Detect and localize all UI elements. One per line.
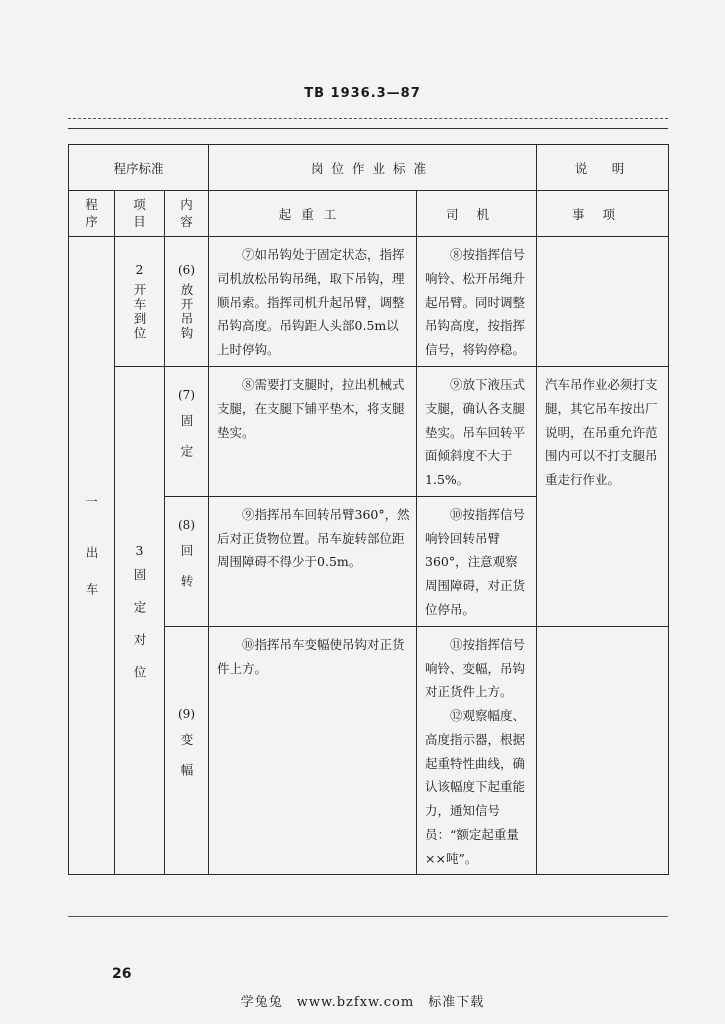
standard-code: TB 1936.3—87 <box>304 86 421 101</box>
rigger-7-text: ⑧需要打支腿时，拉出机械式支腿，在支腿下铺平垫木，将支腿垫实。 <box>209 367 417 497</box>
content-9-name: 变幅 <box>179 733 194 794</box>
rigger-9-text: ⑩指挥吊车变幅使吊钩对正货件上方。 <box>209 626 417 875</box>
content-7-number: (7) <box>178 387 195 402</box>
notes-9-cell <box>537 626 669 875</box>
driver-6-text: ⑧按指挥信号响铃、松开吊绳升起吊臂。同时调整吊钩高度，按指挥信号，将钩停稳。 <box>417 237 537 367</box>
rigger-header: 起重工 <box>209 191 417 237</box>
rigger-8-text: ⑨指挥吊车回转吊臂360°，然后对正货物位置。吊车旋转部位距周围障碍不得少于0.5m。 <box>209 496 417 626</box>
driver-9-text: ⑪按指挥信号响铃、变幅，吊钩对正货件上方。 ⑫观察幅度、高度指示器，根据起重特性曲线，确认该幅度下起重能力，通知信号员：“额定起重量××吨”。 <box>417 626 537 875</box>
content-8-name: 回转 <box>179 543 194 605</box>
content-6-name: 放开吊钩 <box>179 282 194 341</box>
content-9-cell <box>165 626 209 875</box>
content-7-name: 固定 <box>179 413 194 475</box>
post-standard-header: 岗位作业标准 <box>209 145 537 191</box>
content-header: 内容 <box>165 191 209 237</box>
driver-7-text: ⑨放下液压式支腿，确认各支腿垫实。吊车回转平面倾斜度不大于1.5%。 <box>417 367 537 497</box>
driver-8-text: ⑩按指挥信号响铃回转吊臂360°，注意观察周围障碍，对正货位停吊。 <box>417 496 537 626</box>
watermark: 学兔兔 www.bzfxw.com 标准下载 <box>240 995 485 1010</box>
item-3-name: 固定对位 <box>132 568 147 699</box>
item-2-cell <box>115 237 165 367</box>
item-2-name: 开车到位 <box>132 283 147 341</box>
rigger-6-text: ⑦如吊钩处于固定状态，指挥司机放松吊钩吊绳，取下吊钩，理顺吊索。指挥司机升起吊臂，调整吊钩高度。吊钩距人头部0.5m以上时停钩。 <box>209 237 417 367</box>
header-rule <box>68 128 668 129</box>
page-number: 26 <box>112 966 132 982</box>
notes-6-cell <box>537 237 669 367</box>
item-3-cell <box>115 367 165 875</box>
content-9-number: (9) <box>178 707 195 721</box>
program-standard-header: 程序标准 <box>69 145 209 191</box>
notes-fixed-cell: 汽车吊作业必须打支腿，其它吊车按出厂说明，在吊重允许范围内可以不打支腿吊重走行作业。 <box>537 367 669 627</box>
content-6-cell <box>165 237 209 367</box>
procedure-cell <box>69 237 115 875</box>
item-2-number: 2 <box>135 262 144 277</box>
content-6-number: (6) <box>178 262 195 277</box>
content-8-number: (8) <box>178 517 195 532</box>
driver-9-text-2: ⑫观察幅度、高度指示器，根据起重特性曲线，确认该幅度下起重能力，通知信号员：“额定起重量××吨”。 <box>425 708 526 866</box>
content-8-cell <box>165 496 209 626</box>
table-bottom-rule <box>68 916 668 917</box>
header-rule-dashed <box>68 118 668 119</box>
operation-standard-table <box>68 144 669 875</box>
item-header: 项目 <box>115 191 165 237</box>
item-3-number: 3 <box>135 543 144 559</box>
matters-header: 事项 <box>537 191 669 237</box>
notes-header: 说 明 <box>537 145 669 191</box>
driver-header: 司机 <box>417 191 537 237</box>
procedure-name: 出车 <box>84 546 99 620</box>
procedure-number: 一 <box>85 494 98 510</box>
procedure-header: 程序 <box>69 191 115 237</box>
content-7-cell <box>165 367 209 497</box>
